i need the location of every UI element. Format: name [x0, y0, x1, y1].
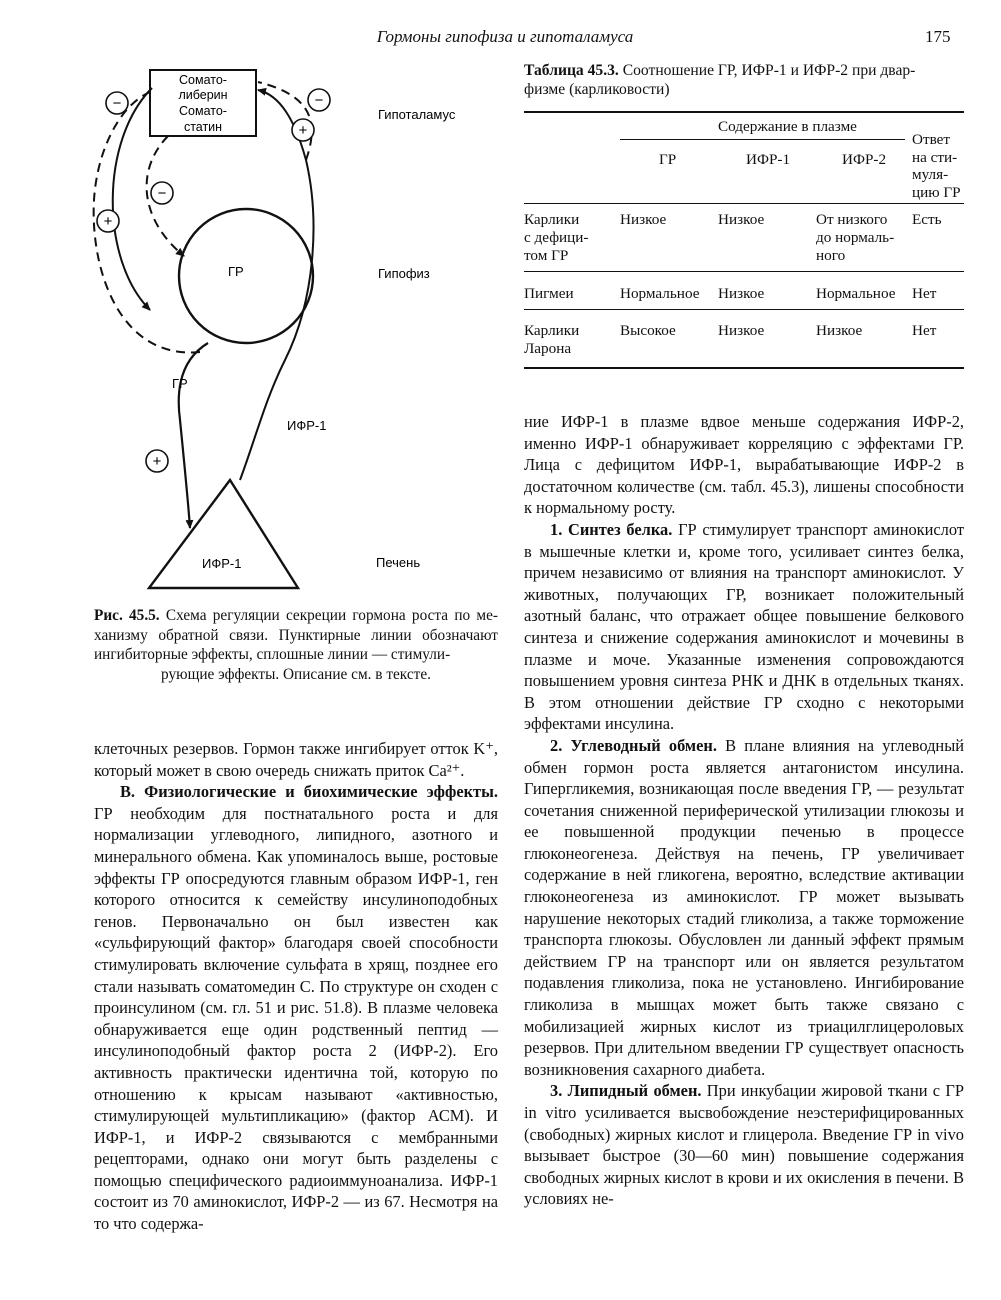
feedback-diagram: [80, 60, 480, 600]
section-heading: 3. Липидный обмен.: [550, 1081, 702, 1101]
cell-gr: Низкое: [620, 211, 667, 228]
section-heading: 1. Синтез белка.: [550, 519, 673, 539]
paragraph: 1. Синтез белка. ГР стимулирует транспорт аминокислот в мышечные клетки и, кроме того, усиливает синтез белка, причем независимо от влияния на транспорт аминокислот. У животных, получающих ГР, возникает положительный азотный баланс, что отражает общее повышение белкового синтеза и снижение содержания аминокислот и мочевины в плазме и моче. Указанные изменения сопровождаются повышением уровня синтеза РНК и ДНК в отдельных тканях. В этом отношении действие ГР сходно с некоторыми эффектами инсулина.: [524, 519, 964, 734]
minus-sign-2: [308, 89, 330, 111]
edge-label-igf: ИФР-1: [287, 418, 327, 433]
cell-response: Есть: [912, 211, 942, 228]
cell-igf1: Низкое: [718, 285, 765, 302]
caption-label: Рис. 45.5.: [94, 607, 160, 624]
table-response-header: Ответ на сти- муля- цию ГР: [912, 131, 961, 201]
cell-gr: Нормальное: [620, 285, 700, 302]
section-heading: 2. Углеводный обмен.: [550, 735, 717, 755]
organ-label-liver: Печень: [376, 555, 421, 570]
page-number: 175: [925, 27, 951, 46]
paragraph: 2. Углеводный обмен. В плане влияния на углеводный обмен гормон роста является антагонистом инсулина. Гипергликемия, возникающая после введения ГР, — результат сочетания сниженной периферической утилизации глюкозы и ее повышенной продукции печенью в процессе глюконеогенеза. Действуя на печень, ГР увеличивает содержание в ней гликогена, вероятно, вследствие активации глюконеогенеза из аминокислот. ГР может вызывать нарушение некоторых стадий гликолиза, а также торможение транспорта глюкозы. Обусловлен ли данный эффект прямым действием ГР на транспорт или он является результатом подавления гликолиза, пока не установлено. Ингибирование гликолиза в мышцах может быть также связано с мобилизацией жирных кислот из триацилглицероловых резервов. При длительном введении ГР существует опасность возникновения сахарного диабета.: [524, 735, 964, 1079]
cell-gr: Высокое: [620, 322, 676, 339]
edge-label-gr: ГР: [172, 376, 188, 391]
box-line-1: Сомато-: [179, 73, 227, 87]
box-line-3: Сомато-: [179, 104, 227, 118]
svg-text:−: −: [112, 95, 122, 112]
table-title: Соотношение ГР, ИФР-1 и ИФР-2 при двар-: [622, 62, 916, 79]
plus-sign-1: [292, 119, 314, 141]
table-caption: [524, 61, 964, 99]
table-row: Карлики с дефици- том ГР: [524, 211, 589, 264]
caption-line-3: ингибиторные эффекты, сплошные линии — стимули-: [94, 646, 451, 663]
table-row: Пигмеи: [524, 285, 574, 302]
svg-text:−: −: [157, 185, 167, 202]
svg-text:+: +: [298, 122, 308, 139]
igf-node-label: ИФР-1: [202, 556, 242, 571]
table-label: Таблица 45.3.: [524, 62, 619, 79]
cell-igf2: Низкое: [816, 322, 863, 339]
table-title-2: физме (карликовости): [524, 81, 670, 98]
minus-sign-1: [106, 92, 128, 114]
minus-sign-3: [151, 182, 173, 204]
right-text-column: [524, 411, 964, 1210]
col-header-igf1: ИФР-1: [746, 151, 791, 168]
col-header-gr: ГР: [659, 151, 677, 168]
paragraph: 3. Липидный обмен. При инкубации жировой ткани с ГР in vitro усиливается высвобождение неэстерифицированных (свободных) жирных кислот и глицерола. Введение ГР in vivo вызывает быстрое (30—60 мин) повышение содержания свободных жирных кислот в крови и их окисления в печени. В условиях не-: [524, 1081, 964, 1209]
svg-text:+: +: [152, 453, 162, 470]
svg-text:−: −: [314, 92, 324, 109]
left-text-column: [94, 738, 498, 1235]
stimulatory-arrow-gr-to-liver: [179, 343, 208, 528]
cell-igf2: От низкого до нормаль- ного: [816, 211, 895, 264]
organ-label-hypothalamus: Гипоталамус: [378, 107, 456, 122]
cell-igf1: Низкое: [718, 322, 765, 339]
box-line-2: либерин: [178, 88, 228, 102]
box-line-4: статин: [183, 120, 223, 134]
paragraph: ние ИФР-1 в плазме вдвое меньше содержания ИФР-2, именно ИФР-1 обнаруживает корреляцию с эффектами ГР. Лица с дефицитом ИФР-1, вырабатывающие ИФР-2 в достаточном количестве (см. табл. 45.3), лишены способности к нормальному росту.: [524, 412, 964, 518]
stimulatory-arrow-sl-to-pituitary: [113, 88, 152, 310]
figure-caption: [94, 606, 498, 684]
running-header-title: Гормоны гипофиза и гипоталамуса: [376, 27, 634, 46]
liver-triangle: [149, 480, 298, 588]
col-header-igf2: ИФР-2: [842, 151, 887, 168]
cell-response: Нет: [912, 285, 937, 302]
paragraph: В. Физиологические и биохимические эффекты. ГР необходим для постнатального роста и для нормализации углеводного, липидного, азотного и минерального обмена. Как упоминалось выше, ростовые эффекты ГР опосредуются главным образом ИФР-1, ген которого относится к семейству инсулиноподобных генов. Первоначально он был известен как «сульфирующий фактор» благодаря своей способности стимулировать включение сульфата в хрящ, позднее его стали называть соматомедин С. По структуре он сходен с проинсулином (см. гл. 51 и рис. 51.8). В плазме человека обнаруживается еще один родственный пептид — инсулиноподобный фактор роста 2 (ИФР-2). Его активность практически идентична той, которую по отношению к крысам называют «активностью, стимулирующей мультипликацию» (фактор АСМ). И ИФР-1, и ИФР-2 связываются с мембранными рецепторами, однако они могут быть разделены с помощью специфического радиоиммуноанализа. ИФР-1 состоит из 70 аминокислот, ИФР-2 — из 67. Несмотря на то что содержа-: [94, 782, 498, 1234]
caption-line-2: ханизму обратной связи. Пунктирные линии обозначают: [94, 626, 498, 644]
caption-line-1: Схема регуляции секреции гормона роста по ме-: [165, 607, 498, 624]
caption-line-last: рующие эффекты. Описание см. в тексте.: [161, 665, 431, 683]
cell-igf1: Низкое: [718, 211, 765, 228]
svg-text:+: +: [103, 213, 113, 230]
paragraph: клеточных резервов. Гормон также ингибирует отток K⁺, который может в свою очередь снижать приток Ca²⁺.: [94, 739, 498, 780]
cell-igf2: Нормальное: [816, 285, 896, 302]
section-heading: В. Физиологические и биохимические эффекты.: [120, 782, 498, 802]
organ-label-pituitary: Гипофиз: [378, 266, 430, 281]
table-45-3: [524, 111, 964, 371]
table-row: Карлики Ларона: [524, 322, 580, 357]
plus-sign-2: [97, 210, 119, 232]
table-group-header: Содержание в плазме: [718, 118, 857, 135]
pituitary-circle: [179, 209, 313, 343]
gr-node-label: ГР: [228, 264, 244, 279]
cell-response: Нет: [912, 322, 937, 339]
plus-sign-3: [146, 450, 168, 472]
